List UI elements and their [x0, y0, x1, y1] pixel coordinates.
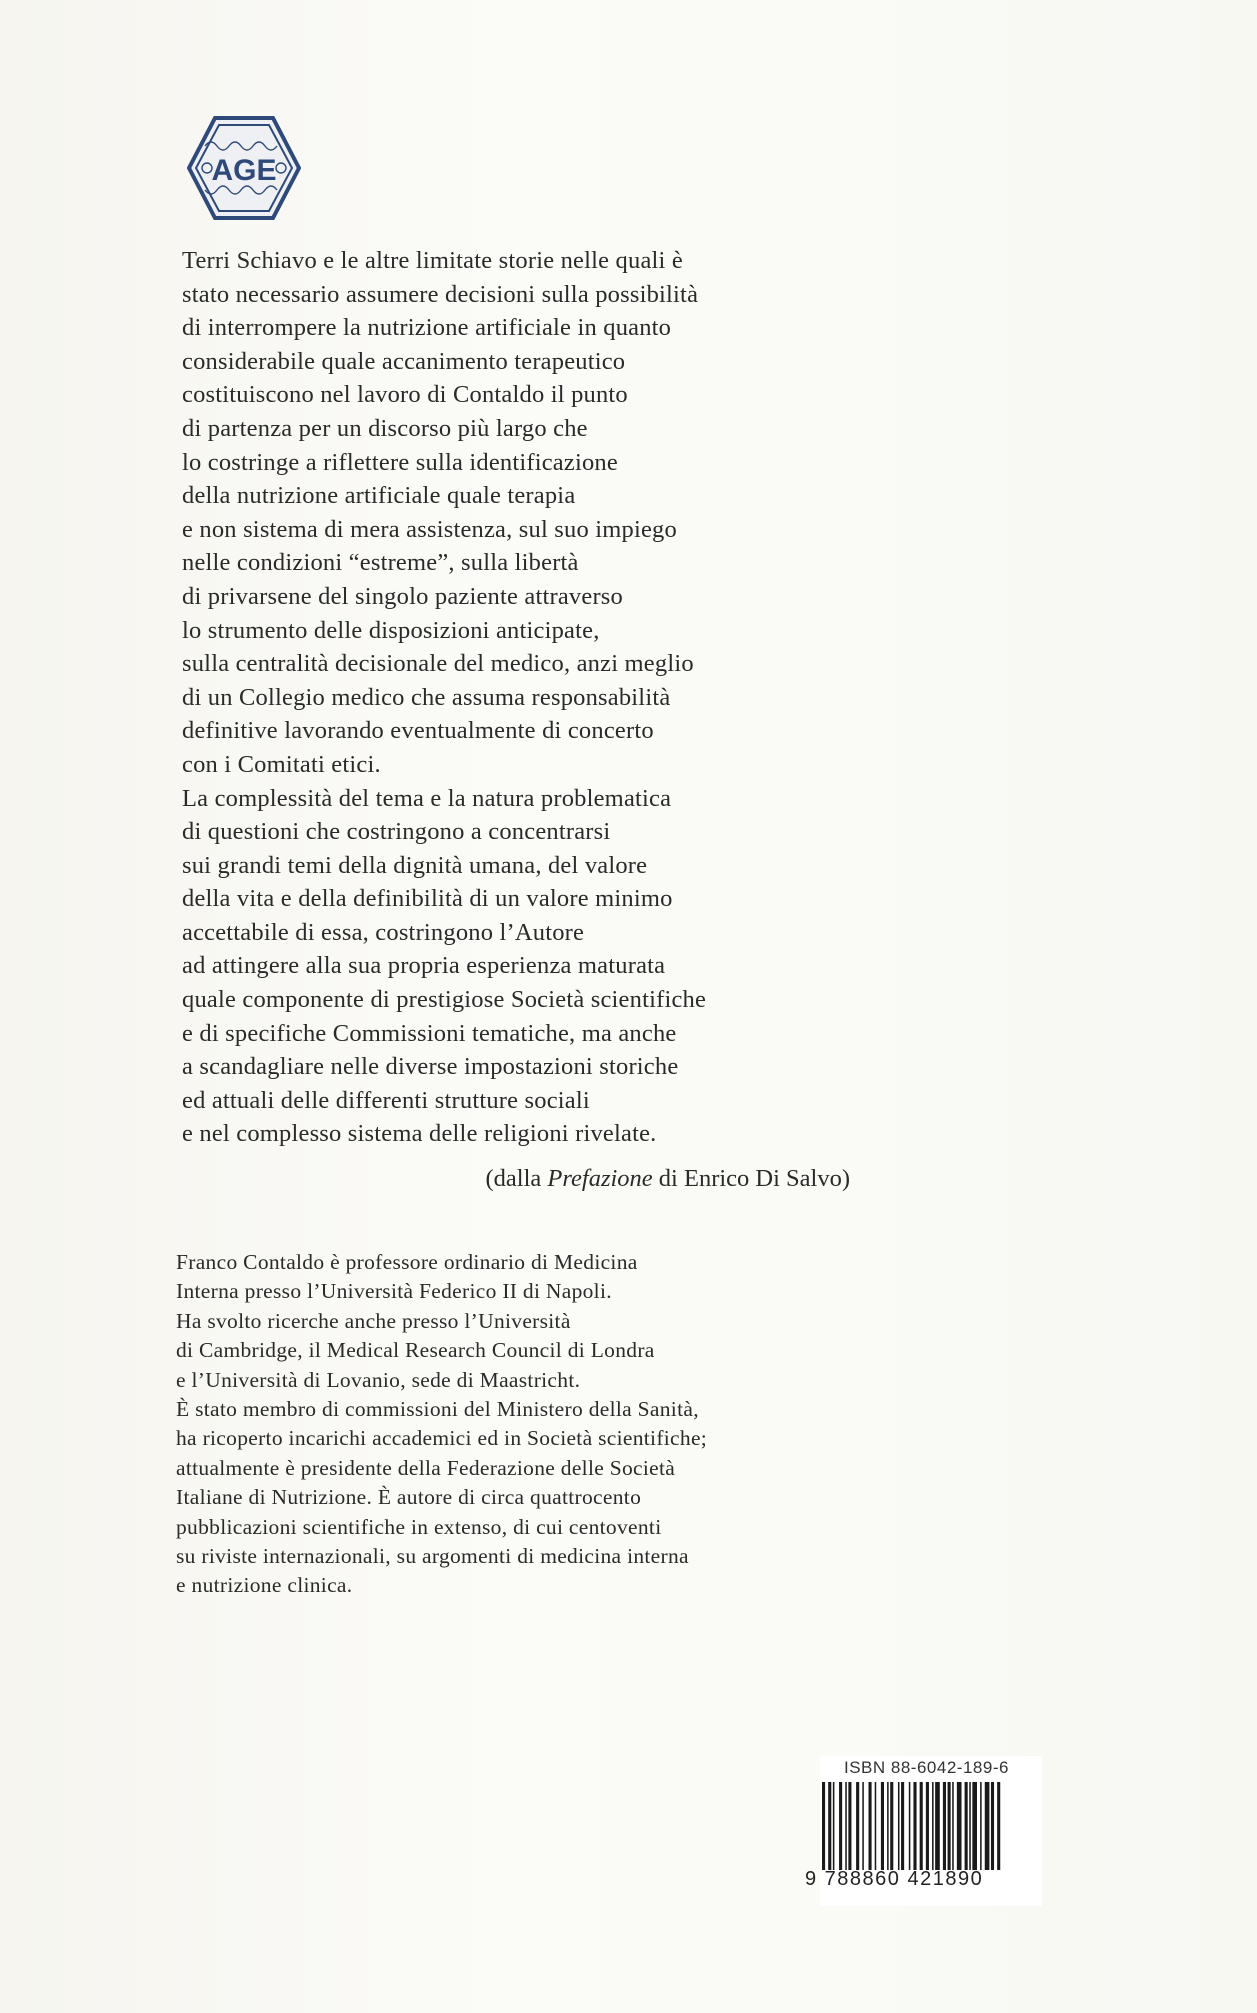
bio-line: di Cambridge, il Medical Research Council di Londra [176, 1338, 655, 1363]
barcode-bar [991, 1782, 994, 1870]
barcode-bar [997, 1782, 1000, 1870]
barcode-bar [869, 1782, 872, 1870]
barcode-bar [926, 1782, 929, 1870]
bio-line: e nutrizione clinica. [176, 1573, 353, 1598]
barcode-bar [980, 1782, 982, 1870]
bio-line: pubblicazioni scientifiche in extenso, di cui centoventi [176, 1514, 662, 1539]
barcode-bar [901, 1782, 904, 1870]
barcode-bar [822, 1782, 825, 1870]
bio-line: Ha svolto ricerche anche presso l’Università [176, 1308, 571, 1333]
barcode-bar [875, 1782, 877, 1870]
blurb-line: costituiscono nel lavoro di Contaldo il punto [182, 381, 628, 409]
attribution-suffix: di Enrico Di Salvo) [652, 1165, 850, 1192]
barcode-bar [952, 1782, 954, 1870]
barcode-bar [913, 1782, 916, 1870]
barcode-bar [862, 1782, 864, 1870]
barcode-bar [932, 1782, 934, 1870]
barcode-bar [833, 1782, 835, 1870]
blurb-line: stato necessario assumere decisioni sulla possibilità [182, 280, 699, 308]
blurb-line: a scandagliare nelle diverse impostazioni storiche [182, 1053, 679, 1081]
barcode-bar [969, 1782, 971, 1870]
ean-digits: 9 788860 421890 [805, 1868, 984, 1890]
barcode-bar [887, 1782, 889, 1870]
bio-line: ha ricoperto incarichi accademici ed in Società scientifiche; [176, 1426, 708, 1451]
bio-line: attualmente è presidente della Federazione delle Società [176, 1455, 676, 1480]
barcode-bar [943, 1782, 946, 1870]
barcode-bar [839, 1782, 842, 1870]
blurb-line: nelle condizioni “estreme”, sulla libertà [182, 549, 579, 577]
attribution-work: Prefazione [547, 1165, 653, 1192]
blurb-line: della nutrizione artificiale quale terapia [182, 482, 576, 510]
age-hexagon-logo [187, 116, 301, 220]
blurb-line: La complessità del tema e la natura problematica [182, 784, 672, 812]
barcode-bar [845, 1782, 847, 1870]
blurb-text [182, 244, 862, 1151]
barcode-bar [856, 1782, 859, 1870]
barcode-bar [881, 1782, 884, 1870]
isbn-label: ISBN 88-6042-189-6 [844, 1758, 1009, 1777]
blurb-line: di partenza per un discorso più largo che [182, 414, 588, 442]
bio-line: Interna presso l’Università Federico II di Napoli. [176, 1279, 612, 1304]
blurb-line: di privarsene del singolo paziente attraverso [182, 582, 623, 610]
blurb-line: di questioni che costringono a concentrarsi [182, 818, 611, 846]
blurb-line: definitive lavorando eventualmente di concerto [182, 717, 654, 745]
barcode-bar [965, 1782, 968, 1870]
attribution-prefix: (dalla [485, 1165, 548, 1192]
bio-line: Italiane di Nutrizione. È autore di circa quattrocento [176, 1485, 642, 1510]
bio-line: È stato membro di commissioni del Ministero della Sanità, [176, 1397, 699, 1422]
barcode-bar [848, 1782, 851, 1870]
barcode-bar [972, 1782, 977, 1870]
blurb-line: di interrompere la nutrizione artificiale in quanto [182, 314, 672, 342]
bio-line: Franco Contaldo è professore ordinario di Medicina [176, 1250, 638, 1274]
logo-letters: AGE [211, 154, 277, 187]
bio-line: e l’Università di Lovanio, sede di Maastricht. [176, 1367, 581, 1392]
barcode-bar [909, 1782, 911, 1870]
barcode-bar [890, 1782, 893, 1870]
blurb-line: e nel complesso sistema delle religioni rivelate. [182, 1120, 657, 1148]
barcode-bar [948, 1782, 951, 1870]
barcode-bar [920, 1782, 923, 1870]
bio-line: su riviste internazionali, su argomenti di medicina interna [176, 1544, 689, 1569]
preface-attribution [182, 1162, 850, 1195]
barcode-bar [828, 1782, 831, 1870]
barcode-bar [957, 1782, 962, 1870]
blurb-line: ed attuali delle differenti strutture sociali [182, 1086, 590, 1114]
blurb-line: della vita e della definibilità di un valore minimo [182, 885, 673, 913]
blurb-line: Terri Schiavo e le altre limitate storie nelle quali è [182, 247, 683, 274]
blurb-line: di un Collegio medico che assuma responsabilità [182, 683, 671, 711]
blurb-line: lo costringe a riflettere sulla identificazione [182, 448, 618, 476]
blurb-line: sui grandi temi della dignità umana, del valore [182, 851, 648, 879]
blurb-line: lo strumento delle disposizioni anticipate, [182, 616, 600, 644]
blurb-line: ad attingere alla sua propria esperienza maturata [182, 952, 666, 980]
barcode-bar [985, 1782, 990, 1870]
blurb-line: accettabile di essa, costringono l’Autore [182, 918, 585, 946]
barcode-bar [898, 1782, 900, 1870]
blurb-line: e non sistema di mera assistenza, sul suo impiego [182, 515, 677, 543]
blurb-line: sulla centralità decisionale del medico, anzi meglio [182, 650, 694, 678]
author-bio [176, 1248, 856, 1601]
blurb-line: quale componente di prestigiose Società scientifiche [182, 986, 707, 1014]
blurb-line: considerabile quale accanimento terapeutico [182, 347, 626, 375]
blurb-line: con i Comitati etici. [182, 750, 381, 778]
barcode-bar [935, 1782, 940, 1870]
blurb-line: e di specifiche Commissioni tematiche, ma anche [182, 1019, 677, 1047]
